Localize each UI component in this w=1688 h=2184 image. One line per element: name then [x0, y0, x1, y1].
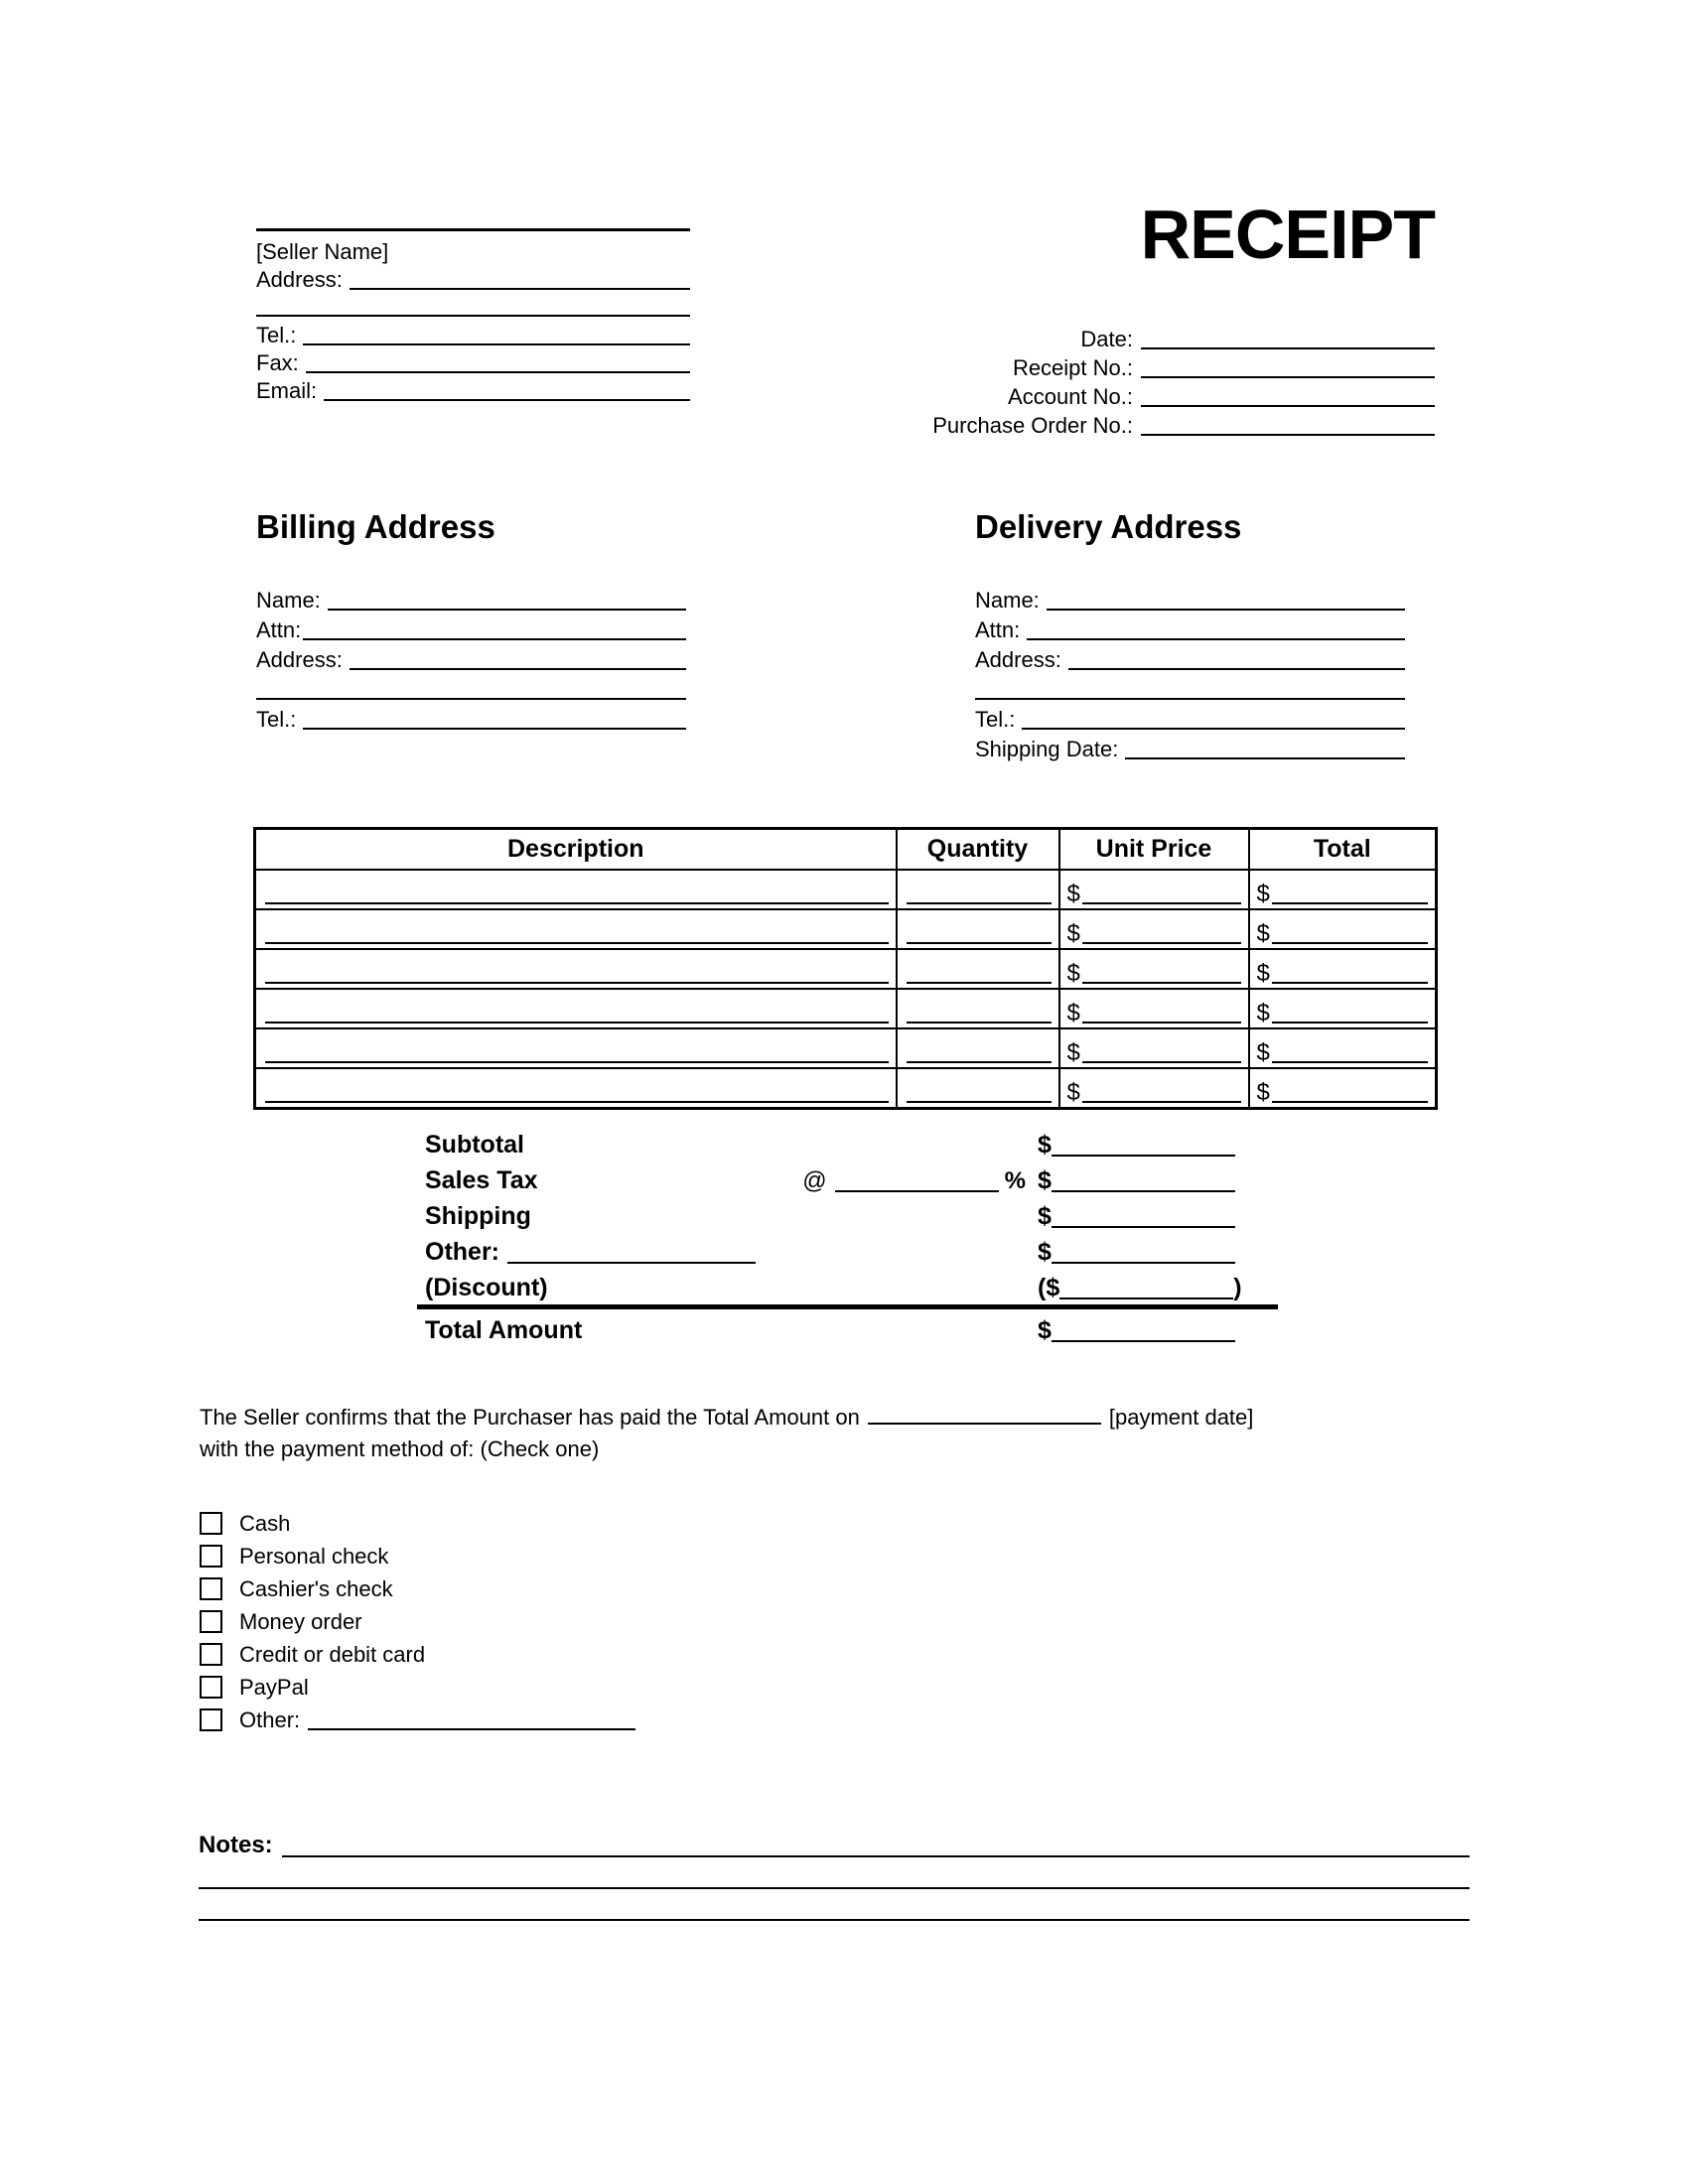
- notes-blank-3[interactable]: [199, 1919, 1470, 1921]
- payment-method-label: Other:: [239, 1706, 301, 1732]
- seller-tel-label: Tel.:: [256, 323, 297, 347]
- checkbox[interactable]: [200, 1577, 222, 1600]
- item-unit-price-blank[interactable]: [1082, 1101, 1241, 1103]
- header-fields: [918, 324, 1435, 439]
- items-table: [253, 827, 1438, 1110]
- payment-method-label: Cashier's check: [239, 1575, 393, 1601]
- item-unit-price-blank[interactable]: [1082, 982, 1241, 984]
- delivery-address-section: [975, 508, 1405, 762]
- notes-line-3: [199, 1891, 1470, 1923]
- sales-tax-row: [425, 1160, 1286, 1195]
- seller-address-blank-2[interactable]: [256, 315, 690, 317]
- item-description-blank[interactable]: [265, 1101, 889, 1103]
- delivery-attn-row: [975, 614, 1405, 643]
- checkbox[interactable]: [200, 1610, 222, 1633]
- item-row: [255, 989, 1437, 1028]
- item-row: [255, 949, 1437, 989]
- item-quantity-blank[interactable]: [907, 1022, 1052, 1024]
- item-description-blank[interactable]: [265, 1022, 889, 1024]
- dollar-sign: $: [1256, 1079, 1270, 1106]
- seller-email-label: Email:: [256, 378, 318, 403]
- shipping-date-label: Shipping Date:: [975, 737, 1119, 761]
- item-cell-total: [1249, 989, 1437, 1028]
- other-row: [425, 1231, 1286, 1267]
- seller-address-blank[interactable]: [350, 288, 690, 290]
- delivery-shipping-date-row: [975, 733, 1405, 762]
- dollar-sign: $: [1066, 960, 1080, 987]
- item-total-blank[interactable]: [1272, 902, 1428, 904]
- dollar-sign: $: [1066, 1039, 1080, 1066]
- item-cell-description: [255, 1028, 897, 1068]
- billing-address-line2: [256, 673, 686, 703]
- billing-heading: Billing Address: [256, 508, 495, 545]
- billing-address-section: [256, 508, 686, 733]
- tax-rate-blank[interactable]: [835, 1190, 999, 1192]
- billing-attn-blank[interactable]: [303, 638, 686, 640]
- items-header-row: [255, 829, 1437, 871]
- delivery-address-label: Address:: [975, 647, 1061, 672]
- seller-block: [256, 228, 690, 404]
- totals-section: [425, 1124, 1286, 1345]
- purchase-order-row: [918, 410, 1435, 439]
- item-description-blank[interactable]: [265, 1061, 889, 1063]
- dollar-sign: $: [1256, 881, 1270, 907]
- column-header-total: Total: [1249, 829, 1437, 871]
- item-cell-total: [1249, 870, 1437, 909]
- column-header-quantity: Quantity: [897, 829, 1059, 871]
- payment-method-item: [200, 1540, 635, 1572]
- item-total-blank[interactable]: [1272, 1061, 1428, 1063]
- delivery-address-blank-2[interactable]: [975, 698, 1405, 700]
- billing-tel-row: [256, 703, 686, 733]
- dollar-sign: $: [1038, 1316, 1052, 1344]
- item-cell-total: [1249, 949, 1437, 989]
- payment-method-label: Credit or debit card: [239, 1641, 426, 1667]
- billing-attn-row: [256, 614, 686, 643]
- total-amount-label: Total Amount: [425, 1316, 583, 1344]
- billing-address-blank-2[interactable]: [256, 698, 686, 700]
- payment-method-item: [200, 1638, 635, 1671]
- shipping-date-blank[interactable]: [1125, 757, 1405, 759]
- notes-label-row: [199, 1828, 1470, 1859]
- item-unit-price-blank[interactable]: [1082, 1022, 1241, 1024]
- item-quantity-blank[interactable]: [907, 982, 1052, 984]
- date-blank[interactable]: [1141, 347, 1435, 349]
- discount-close-paren: ): [1233, 1274, 1242, 1301]
- item-cell-unit-price: [1059, 949, 1249, 989]
- billing-name-label: Name:: [256, 588, 321, 613]
- discount-row: [425, 1267, 1286, 1302]
- item-row: [255, 909, 1437, 949]
- item-cell-quantity: [897, 1028, 1059, 1068]
- delivery-tel-label: Tel.:: [975, 707, 1016, 732]
- seller-tel-blank[interactable]: [303, 343, 690, 345]
- at-sign: @: [802, 1167, 827, 1194]
- delivery-address-line2: [975, 673, 1405, 703]
- shipping-label: Shipping: [425, 1202, 531, 1230]
- item-description-blank[interactable]: [265, 902, 889, 904]
- delivery-attn-label: Attn:: [975, 617, 1021, 642]
- purchase-order-label: Purchase Order No.:: [932, 413, 1133, 438]
- seller-address-row: [256, 265, 690, 293]
- seller-name: [Seller Name]: [256, 239, 389, 264]
- item-cell-quantity: [897, 949, 1059, 989]
- subtotal-label: Subtotal: [425, 1131, 524, 1159]
- total-amount-row: [425, 1309, 1286, 1345]
- other-method-blank[interactable]: [308, 1728, 635, 1730]
- billing-address-row: [256, 643, 686, 673]
- dollar-sign: $: [1066, 881, 1080, 907]
- confirmation-line1: The Seller confirms that the Purchaser has paid the Total Amount on [payment date]: [200, 1405, 1254, 1430]
- date-label: Date:: [1080, 327, 1133, 351]
- payment-method-item: [200, 1572, 635, 1605]
- delivery-name-row: [975, 584, 1405, 614]
- billing-tel-label: Tel.:: [256, 707, 297, 732]
- seller-tel-row: [256, 321, 690, 348]
- item-total-blank[interactable]: [1272, 1022, 1428, 1024]
- seller-name-blank[interactable]: [256, 228, 690, 231]
- billing-address-blank[interactable]: [350, 668, 686, 670]
- item-row: [255, 1028, 1437, 1068]
- notes-line-2: [199, 1859, 1470, 1891]
- item-cell-description: [255, 870, 897, 909]
- dollar-sign: $: [1066, 1000, 1080, 1026]
- item-cell-description: [255, 1068, 897, 1109]
- payment-method-item: [200, 1704, 635, 1736]
- delivery-address-blank[interactable]: [1068, 668, 1405, 670]
- payment-date-blank[interactable]: [868, 1423, 1101, 1425]
- seller-address-label: Address:: [256, 267, 343, 292]
- item-description-blank[interactable]: [265, 942, 889, 944]
- receipt-no-blank[interactable]: [1141, 376, 1435, 378]
- delivery-tel-blank[interactable]: [1022, 728, 1405, 730]
- receipt-no-label: Receipt No.:: [1012, 355, 1133, 380]
- subtotal-amount-blank[interactable]: [1052, 1155, 1235, 1157]
- payment-method-label: PayPal: [239, 1674, 309, 1700]
- item-quantity-blank[interactable]: [907, 942, 1052, 944]
- dollar-sign: $: [1038, 1166, 1052, 1194]
- dollar-sign: $: [1038, 1202, 1052, 1230]
- date-row: [918, 324, 1435, 352]
- dollar-sign: $: [1038, 1238, 1052, 1266]
- items-tbody: [255, 870, 1437, 1109]
- account-no-label: Account No.:: [1008, 384, 1133, 409]
- item-quantity-blank[interactable]: [907, 902, 1052, 904]
- delivery-heading: Delivery Address: [975, 508, 1242, 545]
- notes-section: [199, 1828, 1470, 1923]
- page-title: RECEIPT: [1140, 196, 1435, 273]
- item-cell-unit-price: [1059, 909, 1249, 949]
- dollar-sign: $: [1066, 920, 1080, 947]
- dollar-sign: $: [1256, 1000, 1270, 1026]
- column-header-unit-price: Unit Price: [1059, 829, 1249, 871]
- item-quantity-blank[interactable]: [907, 1101, 1052, 1103]
- dollar-sign: $: [1256, 1039, 1270, 1066]
- item-cell-total: [1249, 1068, 1437, 1109]
- shipping-row: [425, 1195, 1286, 1231]
- subtotal-row: [425, 1124, 1286, 1160]
- discount-amount-blank[interactable]: [1059, 1297, 1233, 1299]
- shipping-amount-blank[interactable]: [1052, 1226, 1235, 1228]
- billing-name-row: [256, 584, 686, 614]
- delivery-tel-row: [975, 703, 1405, 733]
- delivery-attn-blank[interactable]: [1027, 638, 1405, 640]
- sales-tax-label: Sales Tax: [425, 1166, 538, 1194]
- item-row: [255, 870, 1437, 909]
- notes-label: Notes:: [199, 1832, 273, 1858]
- item-unit-price-blank[interactable]: [1082, 902, 1241, 904]
- item-unit-price-blank[interactable]: [1082, 942, 1241, 944]
- delivery-address-row: [975, 643, 1405, 673]
- delivery-name-blank[interactable]: [1047, 609, 1405, 611]
- other-label: Other:: [425, 1238, 499, 1266]
- seller-fax-row: [256, 348, 690, 376]
- checkbox[interactable]: [200, 1708, 222, 1731]
- payment-method-list: [200, 1507, 635, 1736]
- item-cell-quantity: [897, 989, 1059, 1028]
- dollar-sign: $: [1256, 920, 1270, 947]
- checkbox[interactable]: [200, 1676, 222, 1699]
- item-cell-unit-price: [1059, 1028, 1249, 1068]
- payment-method-label: Personal check: [239, 1543, 389, 1569]
- billing-name-blank[interactable]: [328, 609, 686, 611]
- other-amount-blank[interactable]: [1052, 1262, 1235, 1264]
- seller-address-line2: [256, 293, 690, 317]
- billing-tel-blank[interactable]: [303, 728, 686, 730]
- checkbox[interactable]: [200, 1643, 222, 1666]
- item-total-blank[interactable]: [1272, 1101, 1428, 1103]
- billing-address-label: Address:: [256, 647, 343, 672]
- item-description-blank[interactable]: [265, 982, 889, 984]
- percent-sign: %: [1004, 1167, 1026, 1194]
- item-cell-quantity: [897, 1068, 1059, 1109]
- item-unit-price-blank[interactable]: [1082, 1061, 1241, 1063]
- seller-fax-label: Fax:: [256, 350, 299, 375]
- item-cell-total: [1249, 909, 1437, 949]
- account-no-blank[interactable]: [1141, 405, 1435, 407]
- discount-label: (Discount): [425, 1274, 548, 1301]
- other-description-blank[interactable]: [507, 1262, 756, 1264]
- item-total-blank[interactable]: [1272, 942, 1428, 944]
- seller-email-row: [256, 376, 690, 404]
- notes-blank-1[interactable]: [282, 1855, 1470, 1857]
- dollar-sign: $: [1256, 960, 1270, 987]
- item-cell-description: [255, 909, 897, 949]
- confirmation-line2: with the payment method of: (Check one): [200, 1436, 600, 1461]
- payment-date-placeholder: [payment date]: [1108, 1405, 1254, 1430]
- dollar-sign: $: [1038, 1131, 1052, 1159]
- payment-method-label: Cash: [239, 1510, 291, 1536]
- payment-method-label: Money order: [239, 1608, 362, 1634]
- discount-open-paren: ($: [1038, 1274, 1060, 1301]
- sales-tax-amount-blank[interactable]: [1052, 1190, 1235, 1192]
- payment-confirmation: [200, 1402, 1510, 1465]
- item-cell-quantity: [897, 870, 1059, 909]
- item-cell-unit-price: [1059, 989, 1249, 1028]
- item-row: [255, 1068, 1437, 1109]
- item-cell-unit-price: [1059, 1068, 1249, 1109]
- column-header-description: Description: [255, 829, 897, 871]
- dollar-sign: $: [1066, 1079, 1080, 1106]
- payment-method-item: [200, 1605, 635, 1638]
- purchase-order-blank[interactable]: [1141, 434, 1435, 436]
- checkbox[interactable]: [200, 1545, 222, 1568]
- item-total-blank[interactable]: [1272, 982, 1428, 984]
- delivery-name-label: Name:: [975, 588, 1040, 613]
- receipt-no-row: [918, 352, 1435, 381]
- item-cell-description: [255, 989, 897, 1028]
- notes-blank-2[interactable]: [199, 1887, 1470, 1889]
- seller-fax-blank[interactable]: [306, 371, 690, 373]
- item-cell-description: [255, 949, 897, 989]
- item-cell-quantity: [897, 909, 1059, 949]
- payment-method-item: [200, 1507, 635, 1540]
- billing-attn-label: Attn:: [256, 617, 302, 642]
- checkbox[interactable]: [200, 1512, 222, 1535]
- item-cell-total: [1249, 1028, 1437, 1068]
- item-quantity-blank[interactable]: [907, 1061, 1052, 1063]
- account-no-row: [918, 381, 1435, 410]
- seller-email-blank[interactable]: [324, 399, 690, 401]
- item-cell-unit-price: [1059, 870, 1249, 909]
- total-amount-blank[interactable]: [1052, 1340, 1235, 1342]
- payment-method-item: [200, 1671, 635, 1704]
